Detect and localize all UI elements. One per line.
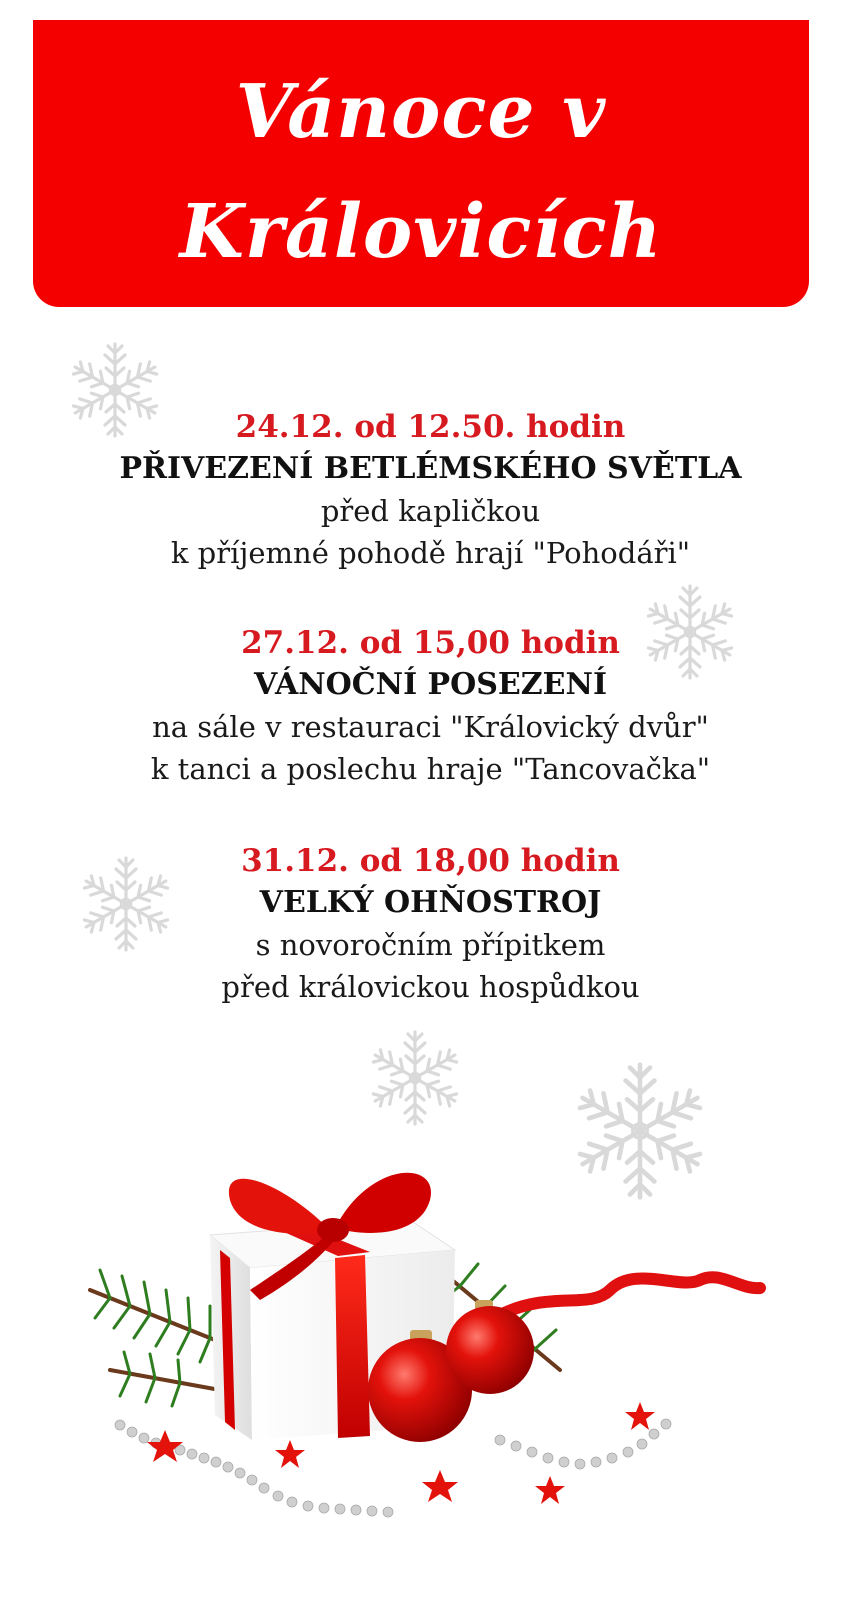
gift-box-icon: [80, 1140, 770, 1580]
title-banner: [33, 20, 809, 307]
event-date: 31.12. od 18,00 hodin: [241, 843, 620, 879]
event-date: 24.12. od 12.50. hodin: [235, 409, 626, 445]
event-name: VÁNOČNÍ POSEZENÍ: [254, 667, 607, 702]
event-name: PŘIVEZENÍ BETLÉMSKÉHO SVĚTLA: [119, 451, 742, 486]
snowflake-icon: [363, 1026, 467, 1130]
event-detail: před kapličkou: [320, 494, 541, 528]
event-date: 27.12. od 15,00 hodin: [241, 625, 620, 661]
event-name: VELKÝ OHŇOSTROJ: [259, 885, 602, 920]
event-detail: před královickou hospůdkou: [221, 970, 640, 1004]
event-detail: k tanci a poslechu hraje "Tancovačka": [150, 752, 711, 786]
title-line-2: Královicích: [179, 189, 663, 275]
event-1: [0, 406, 861, 574]
event-detail: k příjemné pohodě hrají "Pohodáři": [170, 536, 691, 570]
event-3: [0, 840, 861, 1008]
title-line-1: Vánoce v: [235, 69, 607, 155]
event-detail: na sále v restauraci "Královický dvůr": [152, 710, 709, 744]
event-detail: s novoročním přípitkem: [255, 928, 606, 962]
event-2: [0, 622, 861, 790]
